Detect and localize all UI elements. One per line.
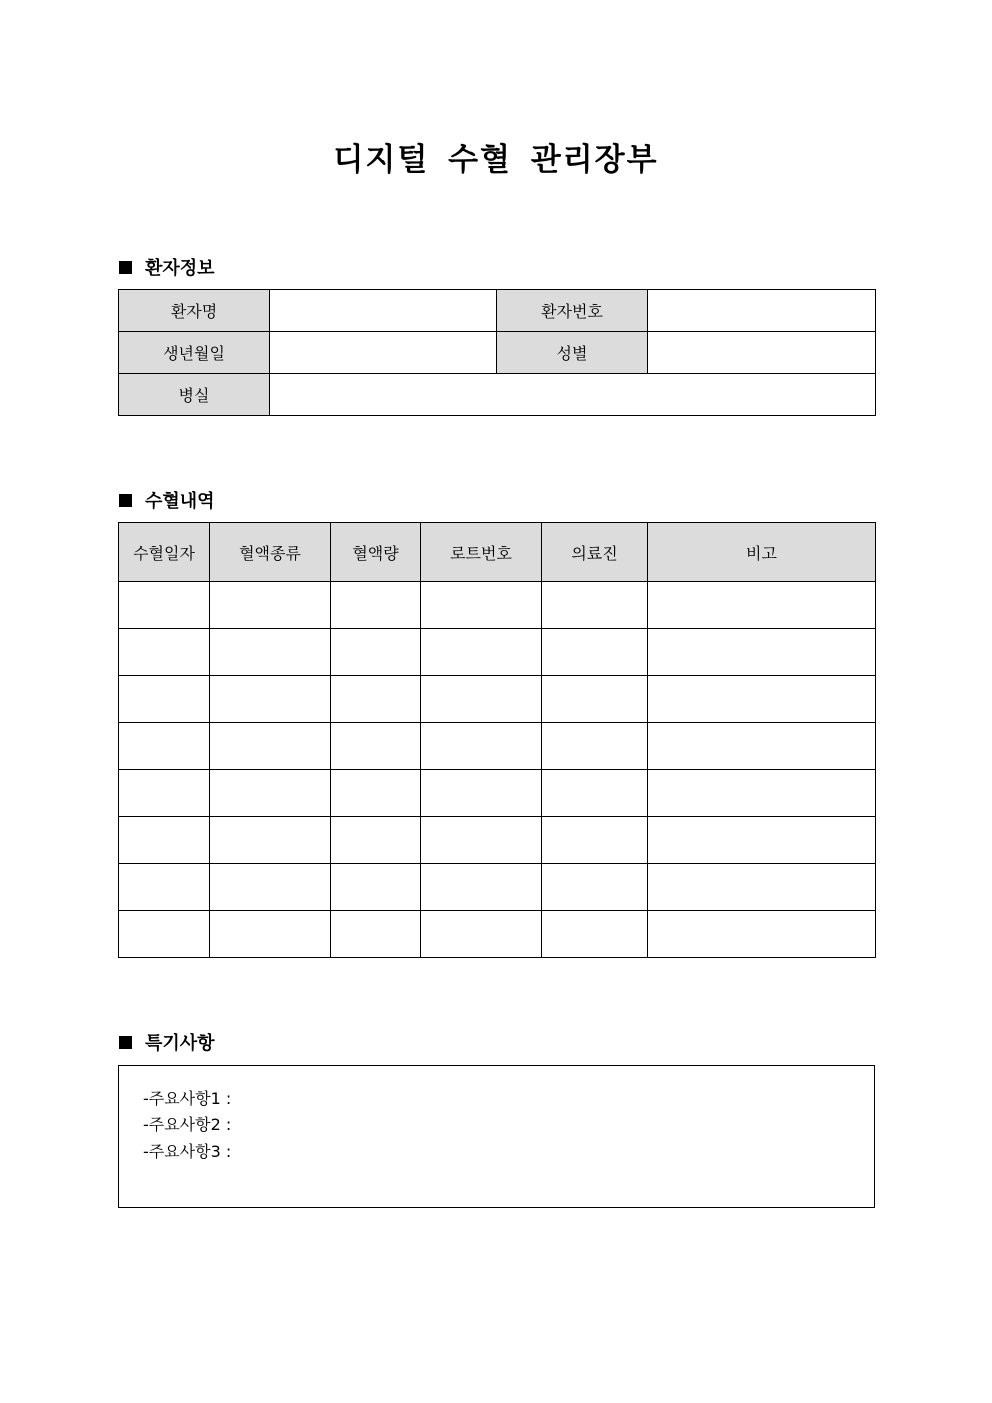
record-cell[interactable] (210, 864, 331, 911)
record-cell[interactable] (648, 723, 876, 770)
table-row (119, 770, 876, 817)
section-heading-patient (119, 254, 215, 280)
transfusion-record-table (118, 522, 876, 958)
record-cell[interactable] (542, 911, 648, 958)
section-heading-transfusion (119, 487, 215, 513)
ward-label: 병실 (119, 374, 270, 416)
record-cell[interactable] (331, 770, 421, 817)
record-cell[interactable] (331, 582, 421, 629)
table-row (119, 290, 876, 332)
record-cell[interactable] (542, 723, 648, 770)
column-header-medical-staff: 의료진 (542, 523, 648, 582)
section-heading-label: 환자정보 (145, 258, 215, 279)
table-row (119, 629, 876, 676)
record-cell[interactable] (421, 582, 542, 629)
record-cell[interactable] (542, 770, 648, 817)
record-cell[interactable] (210, 817, 331, 864)
record-cell[interactable] (210, 629, 331, 676)
column-header-blood-volume: 혈액량 (331, 523, 421, 582)
record-cell[interactable] (648, 864, 876, 911)
record-cell[interactable] (542, 676, 648, 723)
record-cell[interactable] (210, 582, 331, 629)
sex-label: 성별 (497, 332, 648, 374)
record-cell[interactable] (648, 629, 876, 676)
record-cell[interactable] (119, 864, 210, 911)
record-cell[interactable] (119, 817, 210, 864)
column-header-date: 수혈일자 (119, 523, 210, 582)
record-cell[interactable] (119, 911, 210, 958)
record-cell[interactable] (648, 817, 876, 864)
table-row (119, 332, 876, 374)
record-cell[interactable] (421, 770, 542, 817)
square-bullet-icon (119, 494, 132, 507)
square-bullet-icon (119, 261, 132, 274)
record-cell[interactable] (421, 676, 542, 723)
table-row (119, 676, 876, 723)
patient-name-field[interactable] (270, 290, 497, 332)
record-cell[interactable] (421, 864, 542, 911)
table-row (119, 817, 876, 864)
record-cell[interactable] (119, 582, 210, 629)
record-cell[interactable] (421, 911, 542, 958)
record-cell[interactable] (210, 770, 331, 817)
table-row (119, 374, 876, 416)
note-line: -주요사항2 : (143, 1115, 232, 1134)
record-cell[interactable] (648, 582, 876, 629)
birth-date-field[interactable] (270, 332, 497, 374)
record-cell[interactable] (119, 676, 210, 723)
birth-date-label: 생년월일 (119, 332, 270, 374)
column-header-lot-number: 로트번호 (421, 523, 542, 582)
notes-box[interactable] (118, 1065, 875, 1208)
record-cell[interactable] (421, 723, 542, 770)
section-heading-notes (119, 1029, 215, 1055)
note-line: -주요사항3 : (143, 1142, 232, 1161)
record-cell[interactable] (331, 817, 421, 864)
table-row (119, 911, 876, 958)
record-cell[interactable] (542, 629, 648, 676)
patient-info-table (118, 289, 876, 416)
record-cell[interactable] (542, 864, 648, 911)
section-heading-label: 특기사항 (145, 1033, 215, 1054)
column-header-remarks: 비고 (648, 523, 876, 582)
section-heading-label: 수혈내역 (145, 491, 215, 512)
record-cell[interactable] (331, 629, 421, 676)
record-cell[interactable] (119, 770, 210, 817)
table-row (119, 582, 876, 629)
note-line: -주요사항1 : (143, 1089, 232, 1108)
record-cell[interactable] (210, 676, 331, 723)
sex-field[interactable] (648, 332, 876, 374)
record-cell[interactable] (210, 911, 331, 958)
patient-name-label: 환자명 (119, 290, 270, 332)
patient-number-label: 환자번호 (497, 290, 648, 332)
record-cell[interactable] (119, 723, 210, 770)
patient-number-field[interactable] (648, 290, 876, 332)
record-cell[interactable] (648, 770, 876, 817)
record-cell[interactable] (542, 582, 648, 629)
record-cell[interactable] (331, 723, 421, 770)
document-title: 디지털 수혈 관리장부 (333, 142, 659, 178)
record-cell[interactable] (542, 817, 648, 864)
square-bullet-icon (119, 1036, 132, 1049)
ward-field[interactable] (270, 374, 876, 416)
record-cell[interactable] (648, 911, 876, 958)
record-cell[interactable] (119, 629, 210, 676)
record-cell[interactable] (210, 723, 331, 770)
record-cell[interactable] (331, 864, 421, 911)
record-cell[interactable] (331, 911, 421, 958)
record-cell[interactable] (421, 629, 542, 676)
table-row (119, 723, 876, 770)
table-row (119, 864, 876, 911)
record-cell[interactable] (648, 676, 876, 723)
table-header-row (119, 523, 876, 582)
record-cell[interactable] (421, 817, 542, 864)
column-header-blood-type: 혈액종류 (210, 523, 331, 582)
record-cell[interactable] (331, 676, 421, 723)
